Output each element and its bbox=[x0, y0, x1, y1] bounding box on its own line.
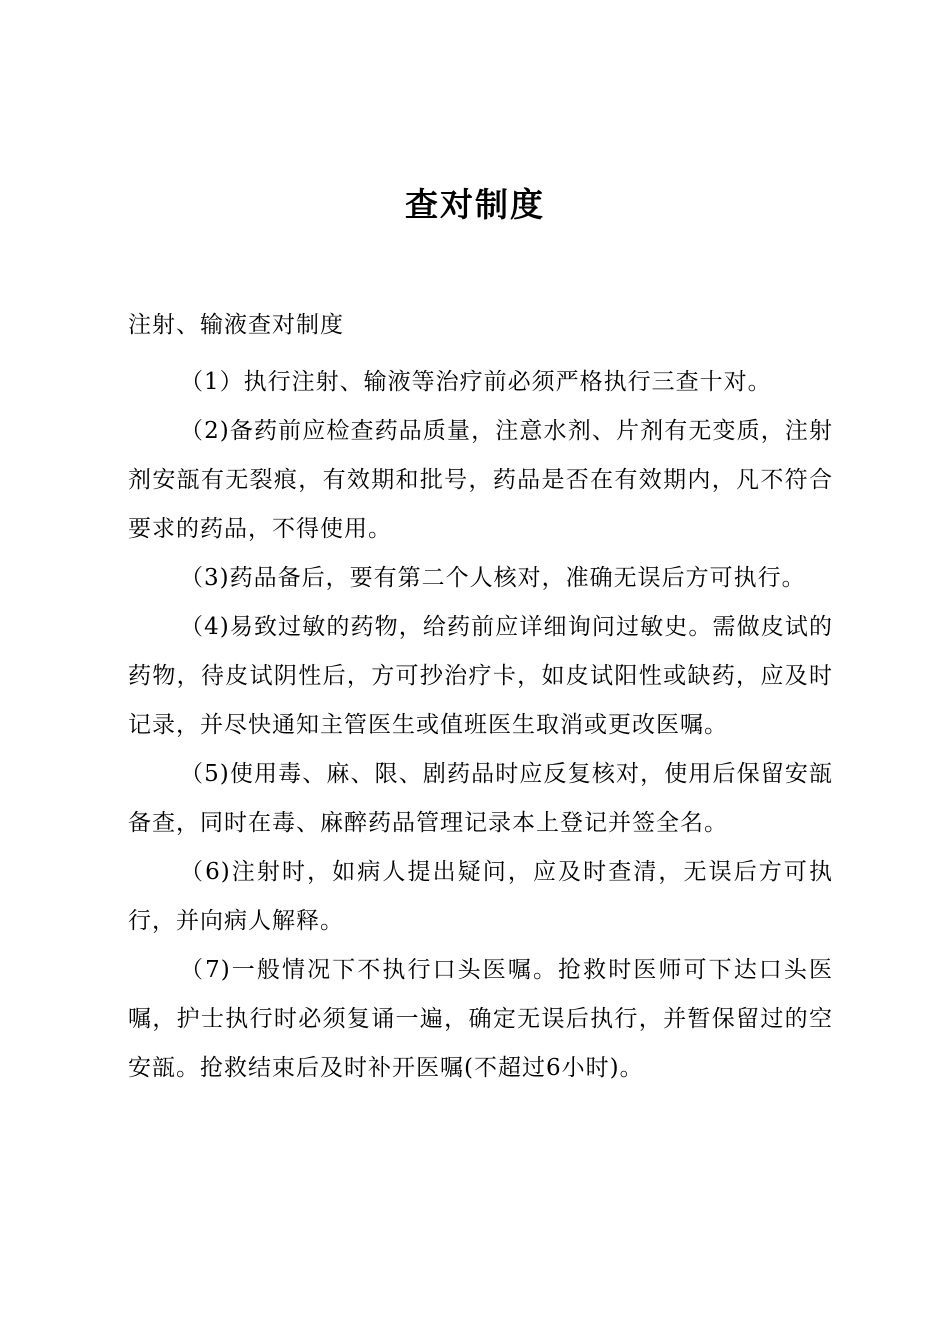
paragraph-6: （6)注射时，如病人提出疑问，应及时查清，无误后方可执行，并向病人解释。 bbox=[128, 859, 833, 934]
paragraph-2: （2)备药前应检查药品质量，注意水剂、片剂有无变质，注射剂安瓿有无裂痕，有效期和批号，药品是否在有效期内，凡不符合要求的药品，不得使用。 bbox=[128, 418, 833, 542]
paragraph-3: （3)药品备后，要有第二个人核对，准确无误后方可执行。 bbox=[180, 565, 806, 591]
paragraph-5: （5)使用毒、麻、限、剧药品时应反复核对，使用后保留安瓿备查，同时在毒、麻醉药品管理记录本上登记并签全名。 bbox=[128, 761, 833, 836]
document-body bbox=[128, 358, 833, 1093]
paragraph-7: （7)一般情况下不执行口头医嘱。抢救时医师可下达口头医嘱，护士执行时必须复诵一遍，确定无误后执行，并暂保留过的空安瓿。抢救结束后及时补开医嘱(不超过6小时)。 bbox=[128, 957, 833, 1081]
paragraph-1: （1）执行注射、输液等治疗前必须严格执行三查十对。 bbox=[180, 369, 772, 395]
document-title: 查对制度 bbox=[405, 185, 545, 224]
paragraph-4: （4)易致过敏的药物，给药前应详细询问过敏史。需做皮试的药物，待皮试阴性后，方可抄治疗卡，如皮试阳性或缺药，应及时记录，并尽快通知主管医生或值班医生取消或更改医嘱。 bbox=[128, 614, 833, 738]
section-heading: 注射、输液查对制度 bbox=[128, 312, 344, 338]
